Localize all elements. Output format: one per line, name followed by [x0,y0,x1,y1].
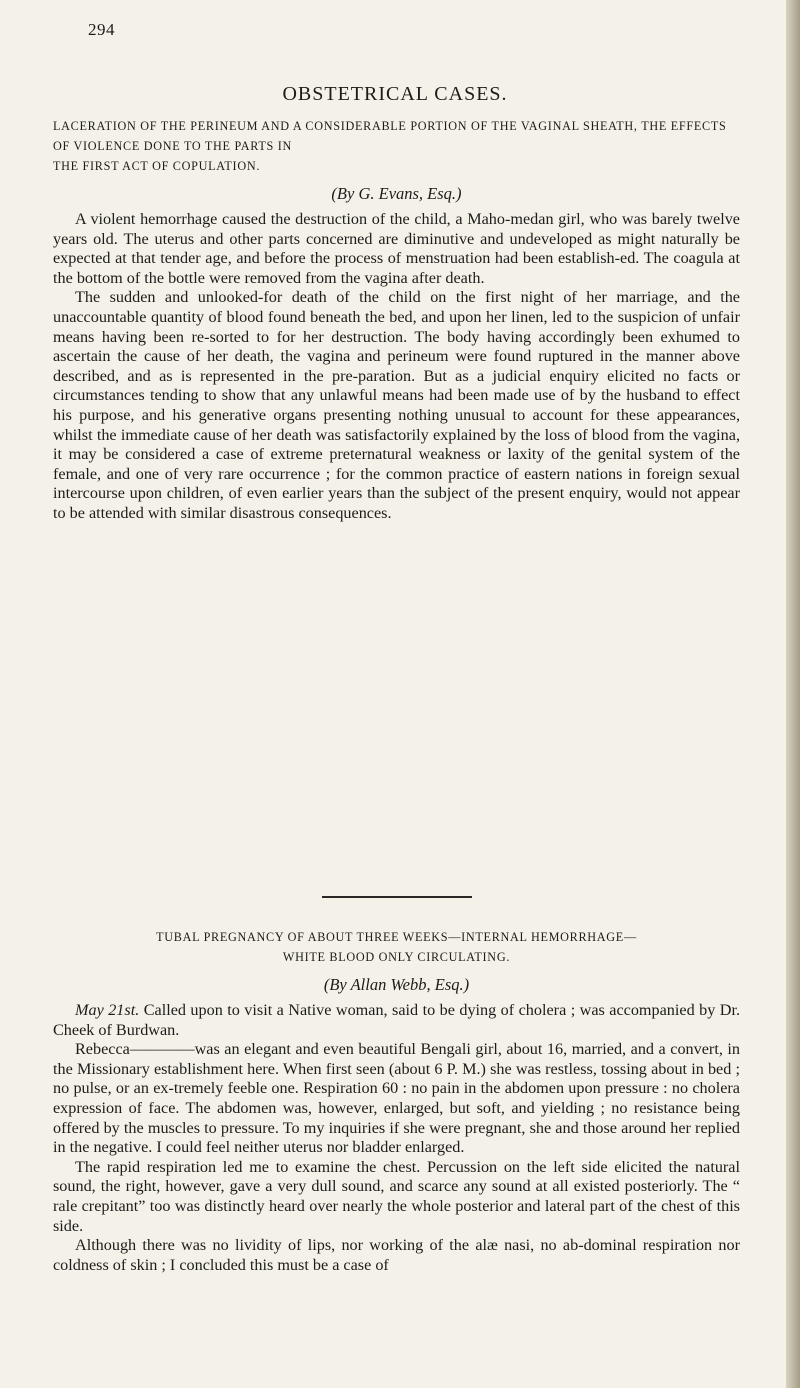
article-title-continued: THE FIRST ACT OF COPULATION. [53,159,261,173]
paragraph: A violent hemorrhage caused the destruction of the child, a Maho-medan girl, who was barely twelve years old. The uterus and other parts concerned are diminutive and undeveloped as might naturally be expected at that tender age, and before the process of menstruation had been establish-ed. The coagula at the bottom of the bottle were removed from the vagina after death. [53,210,740,287]
page-number: 294 [88,20,115,39]
page-edge-shadow [786,0,800,1388]
divider-rule [322,896,472,898]
article-title-continued: WHITE BLOOD ONLY CIRCULATING. [282,950,511,964]
byline: (By Allan Webb, Esq.) [323,975,470,994]
paragraph: The sudden and unlooked-for death of the child on the first night of her marriage, and the unaccountable quantity of blood found beneath the bed, and upon her linen, led to the suspicion of unfair means having been re-sorted to for her destruction. The body having accordingly been exhumed to ascertain the cause of her death, the vagina and perineum were found ruptured in the manner above described, and as is represented in the pre-paration. But as a judicial enquiry elicited no facts or circumstances tending to show that any unlawful means had been made use of by the husband to effect his purpose, and his generative organs presenting nothing unusual to account for these appearances, whilst the immediate cause of her death was satisfactorily explained by the loss of blood from the vagina, it may be considered a case of extreme preternatural weakness or laxity of the genital system of the female, and one of very rare occurrence ; for the common practice of eastern nations in foreign sexual intercourse upon children, of even earlier years than the subject of the present enquiry, would not appear to be attended with similar disastrous consequences. [53,288,740,522]
article-tubal-pregnancy [53,927,740,1275]
paragraph [53,1001,740,1040]
paragraph: Although there was no lividity of lips, nor working of the alæ nasi, no ab-dominal respiration nor coldness of skin ; I concluded this must be a case of [53,1236,740,1274]
paragraph-text: Called upon to visit a Native woman, said to be dying of cholera ; was accompanied by Dr. Cheek of Burdwan. [53,1001,741,1039]
article-title: LACERATION OF THE PERINEUM AND A CONSIDERABLE PORTION OF THE VAGINAL SHEATH, THE EFFECTS OF VIOLENCE DONE TO THE PARTS IN [53,119,727,153]
section-divider [53,896,740,898]
entry-date: May 21st. [75,1001,140,1019]
paragraph: The rapid respiration led me to examine the chest. Percussion on the left side elicited the natural sound, the right, however, gave a very dull sound, and scarce any sound at all existed posteriorly. The “ rale crepitant” too was distinctly heard over nearly the whole posterior and lateral part of the chest of this side. [53,1157,740,1235]
running-head: OBSTETRICAL CASES. [282,83,508,105]
paragraph: Rebecca————was an elegant and even beautiful Bengali girl, about 16, married, and a convert, in the Missionary establishment here. When first seen (about 6 P. M.) she was restless, tossing about in bed ; no pulse, or an ex-tremely feeble one. Respiration 60 : no pain in the abdomen upon pressure : no cholera expression of face. The abdomen was, however, enlarged, but soft, and yielding ; no resistance being offered by the muscles to pressure. To my inquiries if she were pregnant, she and those around her replied in the negative. I could feel neither uterus nor bladder enlarged. [53,1040,740,1157]
article-title: TUBAL PREGNANCY OF ABOUT THREE WEEKS—INTERNAL HEMORRHAGE— [156,930,637,944]
byline: (By G. Evans, Esq.) [331,184,462,203]
article-perineum-laceration [53,116,740,524]
